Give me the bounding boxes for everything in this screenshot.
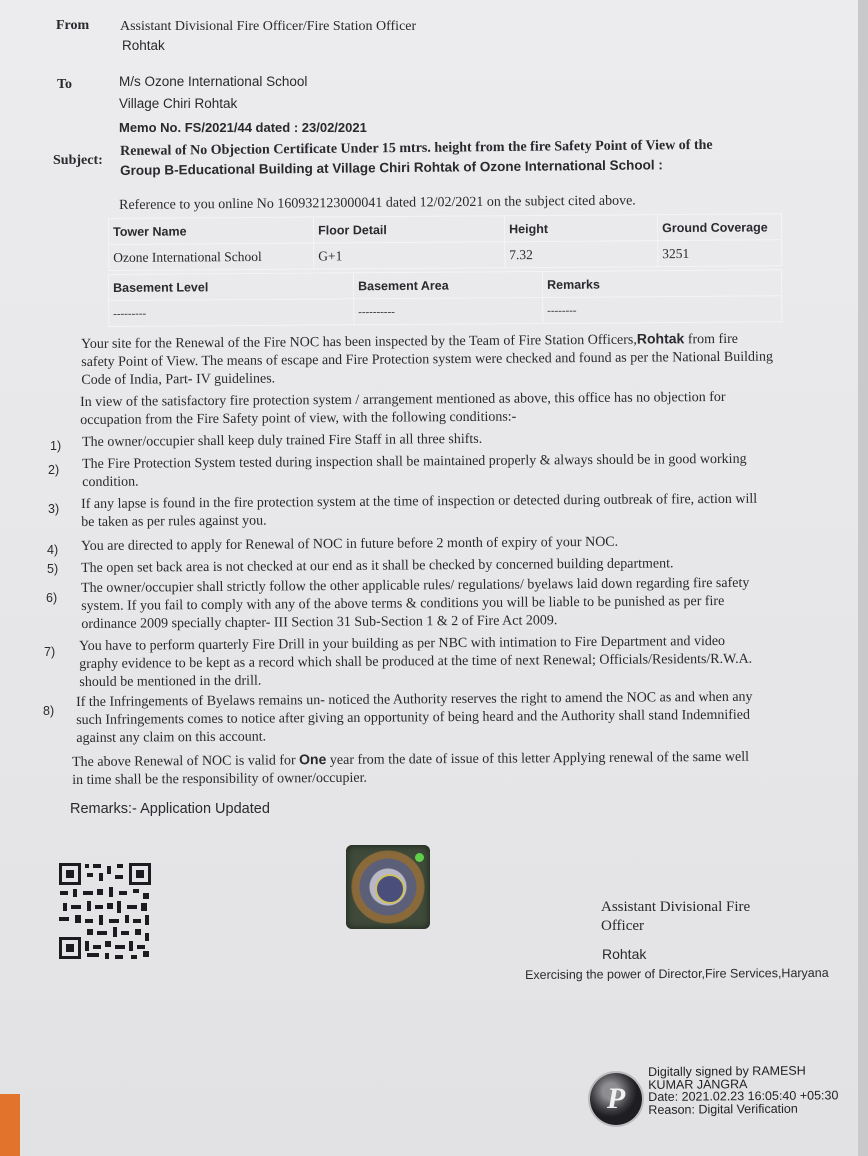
condition-7: You have to perform quarterly Fire Drill in your building as per NBC with intimation to Fire Department and video graphy evidence to be kept as a record which shall be produced at the time of next Renewal; Officials/Residents/R.W.A. should be mentioned in the drill. (79, 633, 753, 690)
remarks-line: Remarks:- Application Updated (70, 801, 270, 817)
validity-line-2: in time shall be the responsibility of owner/occupier. (72, 770, 367, 788)
cell-basement-area: ---------- (354, 297, 543, 324)
signatory-block (601, 898, 750, 936)
condition-3: If any lapse is found in the fire protection system at the time of inspection or detected during outbreak of fire, action will be taken as per rules against you. (81, 491, 758, 530)
cell-height: 7.32 (505, 241, 658, 268)
condition-5: The open set back area is not checked at our end as it shall be checked by concerned building department. (81, 556, 674, 576)
cell-floor-detail: G+1 (314, 242, 505, 269)
inspection-line-2: safety Point of View. The means of escape and Fire Protection system were checked and found as per the National Building (81, 349, 773, 370)
condition-number: 4) (47, 543, 59, 557)
digital-signature-logo-icon: P (590, 1073, 642, 1125)
memo-number: Memo No. FS/2021/44 dated : 23/02/2021 (119, 120, 367, 135)
subject-label: Subject: (53, 153, 103, 168)
condition-number: 8) (43, 704, 55, 718)
inspection-line-1: Your site for the Renewal of the Fire NOC has been inspected by the Team of Fire Station Officers,Rohtak from fire (81, 330, 739, 352)
condition-1: The owner/occupier shall keep duly trained Fire Staff in all three shifts. (82, 431, 483, 450)
background-corner (0, 1094, 20, 1156)
condition-6: The owner/occupier shall strictly follow the other applicable rules/ regulations/ byelaws laid down regarding fire safety system. If you fail to comply with any of the above terms & conditions you will be liable to be punished as per fire ordinance 2009 specially chapter- III Section 31 Sub-Section 1 & 2 of Fire Act 2009. (81, 575, 750, 632)
validity-paragraph (72, 746, 812, 790)
condition-8: If the Infringements of Byelaws remains un- noticed the Authority reserves the right to amend the NOC as and when any such Infringements comes to notice after giving an opportunity of being heard and the Authority shall stand Indemnified against any claim on this account. (76, 689, 753, 746)
condition-number: 7) (44, 645, 56, 659)
to-label: To (57, 77, 73, 92)
page-edge (858, 0, 868, 1156)
condition-number: 3) (48, 502, 60, 516)
condition-number: 1) (50, 439, 62, 453)
from-label: From (56, 18, 90, 33)
condition-number: 5) (47, 562, 59, 576)
no-objection-line-1: In view of the satisfactory fire protection system / arrangement mentioned as above, this office has no objection for (80, 389, 726, 410)
condition-number: 2) (48, 463, 60, 477)
to-line-1: M/s Ozone International School (119, 74, 308, 89)
header-floor-detail: Floor Detail (313, 216, 504, 243)
condition-4: You are directed to apply for Renewal of NOC in future before 2 month of expiry of your NOC. (81, 534, 619, 554)
inspection-line-3: Code of India, Part- IV guidelines. (81, 371, 276, 388)
cell-basement-level: --------- (109, 299, 354, 327)
header-tower-name: Tower Name (109, 217, 314, 244)
seal-emblem-icon (375, 874, 405, 904)
cell-ground-coverage: 3251 (658, 240, 782, 267)
cell-tower-name: Ozone International School (109, 243, 314, 270)
from-line-2: Rohtak (122, 38, 165, 53)
signatory-title-line-2: Officer (601, 918, 645, 934)
header-basement-level: Basement Level (109, 273, 354, 301)
table-row (109, 296, 782, 327)
seal-dot-icon (415, 853, 424, 862)
signatory-location: Rohtak (602, 946, 647, 962)
to-line-2: Village Chiri Rohtak (119, 96, 238, 111)
digital-signature-line-3: Date: 2021.02.23 16:05:40 +05:30 (648, 1088, 839, 1104)
subject-line-1: Renewal of No Objection Certificate Under 15 mtrs. height from the fire Safety Point of View of the (120, 137, 713, 159)
header-remarks: Remarks (542, 270, 781, 298)
digital-signature-text (648, 1064, 839, 1116)
hologram-seal-icon (346, 845, 430, 929)
table-row (109, 240, 782, 271)
from-line-1: Assistant Divisional Fire Officer/Fire Station Officer (120, 19, 417, 34)
header-height: Height (504, 215, 657, 242)
digital-signature-line-1: Digitally signed by RAMESH (647, 1063, 806, 1079)
inspection-paragraph (81, 328, 801, 390)
no-objection-line-2: occupation from the Fire Safety point of view, with the following conditions:- (80, 409, 517, 428)
header-basement-area: Basement Area (353, 271, 542, 298)
header-ground-coverage: Ground Coverage (657, 214, 781, 241)
cell-remarks: -------- (543, 296, 782, 324)
subject-line-2: Group B-Educational Building at Village Chiri Rohtak of Ozone International School : (120, 157, 663, 178)
validity-line-1: The above Renewal of NOC is valid for One year from the date of issue of this letter Applying renewal of the same well (72, 749, 750, 770)
reference-line: Reference to you online No 160932123000041 dated 12/02/2021 on the subject cited above. (119, 193, 636, 213)
digital-signature-line-2: KUMAR JANGRA (648, 1076, 748, 1092)
digital-signature-line-4: Reason: Digital Verification (648, 1101, 798, 1117)
qr-code-icon (57, 861, 153, 961)
condition-2: The Fire Protection System tested during inspection shall be maintained properly & always should be in good working condition. (82, 451, 747, 490)
no-objection-paragraph (80, 388, 800, 430)
signatory-title-line-1: Assistant Divisional Fire (601, 899, 751, 915)
building-details-table (108, 213, 782, 271)
condition-number: 6) (46, 591, 58, 605)
basement-details-table (108, 269, 782, 327)
exercising-power-line: Exercising the power of Director,Fire Services,Haryana (525, 965, 829, 982)
